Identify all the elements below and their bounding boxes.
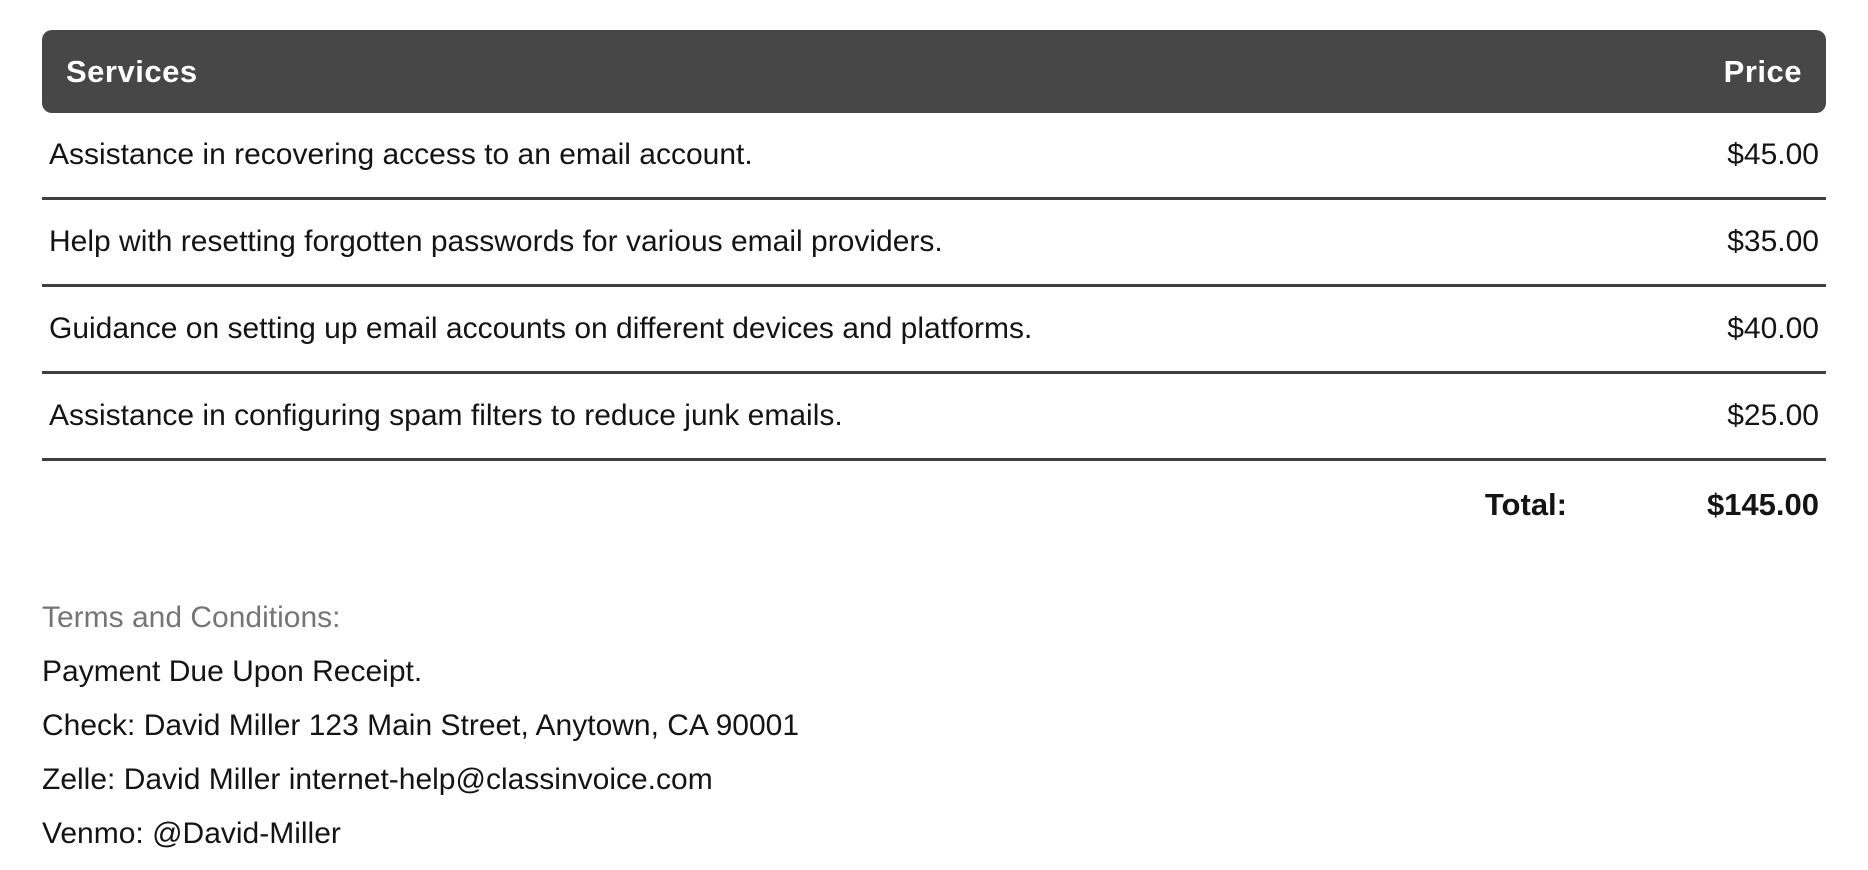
total-row	[42, 461, 1826, 549]
invoice-document	[42, 30, 1826, 861]
terms-line: Payment Due Upon Receipt.	[42, 655, 423, 688]
terms-line: Venmo: @David-Miller	[42, 817, 341, 850]
terms-title: Terms and Conditions:	[42, 601, 341, 634]
service-price: $25.00	[1727, 399, 1819, 432]
total-value: $145.00	[1706, 487, 1819, 522]
service-description: Help with resetting forgotten passwords for various email providers.	[49, 225, 943, 258]
table-row	[42, 374, 1826, 461]
services-table-body	[42, 113, 1826, 461]
table-row	[42, 113, 1826, 200]
service-description: Guidance on setting up email accounts on different devices and platforms.	[49, 312, 1033, 345]
services-column-header: Services	[66, 53, 198, 89]
service-price: $35.00	[1727, 225, 1819, 258]
terms-line: Check: David Miller 123 Main Street, Anytown, CA 90001	[42, 709, 800, 742]
services-table-header	[42, 30, 1826, 113]
service-price: $40.00	[1727, 312, 1819, 345]
terms-section	[42, 591, 1826, 861]
total-label: Total:	[1484, 487, 1567, 522]
table-row	[42, 287, 1826, 374]
table-row	[42, 200, 1826, 287]
service-description: Assistance in recovering access to an email account.	[49, 138, 753, 171]
service-description: Assistance in configuring spam filters to reduce junk emails.	[49, 399, 843, 432]
price-column-header: Price	[1723, 53, 1802, 89]
terms-line: Zelle: David Miller internet-help@classinvoice.com	[42, 763, 713, 796]
service-price: $45.00	[1727, 138, 1819, 171]
terms-lines	[42, 645, 1826, 861]
